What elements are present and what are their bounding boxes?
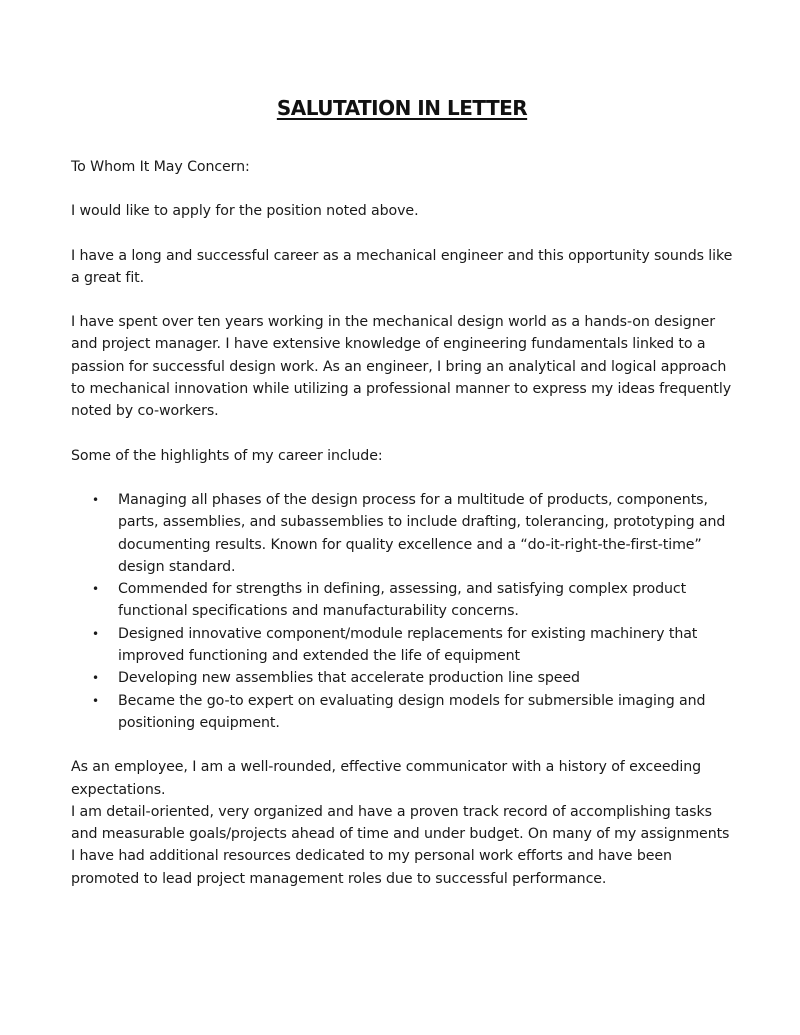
bullet-icon: • (92, 626, 99, 641)
list-item-text: Developing new assemblies that accelerate production line speed (118, 670, 580, 687)
highlights-list (71, 489, 733, 734)
list-item (71, 690, 733, 735)
paragraph-employee: As an employee, I am a well-rounded, effective communicator with a history of exceeding expectations. (71, 759, 702, 798)
list-item-text: Commended for strengths in defining, assessing, and satisfying complex product functional specifications and manufacturability concerns. (118, 581, 687, 620)
paragraph-detail-oriented: I am detail-oriented, very organized and have a proven track record of accomplishing tasks and measurable goals/projects ahead of time and under budget. On many of my assignments I have had additional resources dedicated to my personal work efforts and have been promoted to lead project management roles due to successful performance. (71, 803, 730, 887)
list-item (71, 489, 733, 578)
list-item-text: Designed innovative component/module replacements for existing machinery that improved functioning and extended the life of equipment (118, 625, 698, 665)
list-item (71, 578, 733, 623)
list-item-text: Became the go-to expert on evaluating design models for submersible imaging and positioning equipment. (118, 692, 706, 731)
paragraph-experience: I have spent over ten years working in the mechanical design world as a hands-on designer and project manager. I have extensive knowledge of engineering fundamentals linked to a passion for successful design work. As an engineer, I bring an analytical and logical approach to mechanical innovation while utilizing a professional manner to express my ideas frequently noted by co-workers. (71, 314, 732, 420)
bullet-icon: • (92, 582, 99, 597)
paragraph-career: I have a long and successful career as a mechanical engineer and this opportunity sounds like a great fit. (71, 247, 733, 286)
list-item (71, 623, 733, 668)
document-title: SALUTATION IN LETTER (276, 96, 528, 120)
letter-body (71, 96, 733, 912)
list-item (71, 667, 733, 689)
list-item-text: Managing all phases of the design process for a multitude of products, components, parts, assemblies, and subassemblies to include drafting, tolerancing, prototyping and documenting results. Known for quality excellence and a “do-it-right-the-first-time” design standard. (118, 491, 726, 575)
bullet-icon: • (92, 693, 99, 708)
paragraph-intro: I would like to apply for the position noted above. (71, 203, 419, 220)
salutation: To Whom It May Concern: (71, 159, 250, 175)
paragraph-highlights-intro: Some of the highlights of my career include: (71, 447, 383, 464)
bullet-icon: • (92, 671, 99, 686)
bullet-icon: • (92, 492, 99, 507)
